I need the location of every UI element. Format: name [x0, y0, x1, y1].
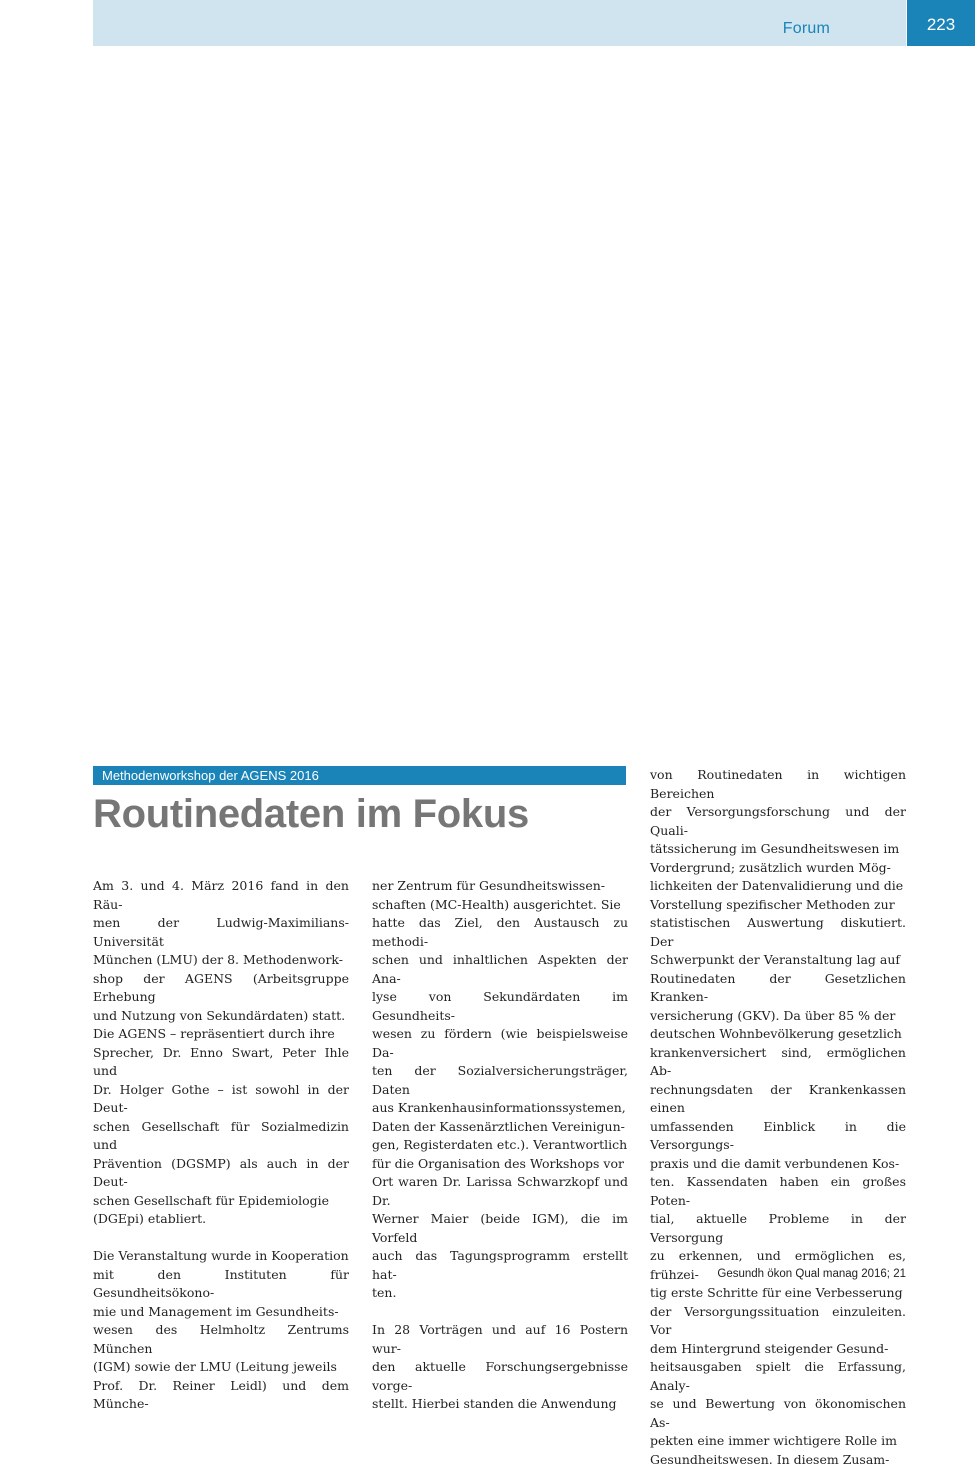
text-column-2 [372, 877, 628, 1414]
journal-citation: Gesundh ökon Qual manag 2016; 21 [717, 1268, 906, 1280]
text-column-3 [650, 766, 906, 1469]
paragraph: ner Zentrum für Gesundheitswissen- schaften (MC-Health) ausgerichtet. Sie hatte das Ziel, den Austausch zu methodi- schen und inhaltlichen Aspekten der Ana- lyse von Sekundärdaten im Gesundheits- wesen zu fördern (wie beispielsweise Da- ten der Sozialversicherungsträger, Daten aus Krankenhausinformationssystemen, Daten der Kassenärztlichen Vereinigun- gen, Registerdaten etc.). Verantwortlich für die Organisation des Workshops vor Ort waren Dr. Larissa Schwarzkopf und Dr. Werner Maier (beide IGM), die im Vorfeld auch das Tagungsprogramm erstellt hat- ten. [372, 878, 628, 1300]
running-header-bar [93, 0, 906, 46]
paragraph: In 28 Vorträgen und auf 16 Postern wur- den aktuelle Forschungsergebnisse vorge- stellt. Hierbei standen die Anwendung [372, 1322, 628, 1411]
paragraph: von Routinedaten in wichtigen Bereichen der Versorgungsforschung und der Quali- tätssicherung im Gesundheitswesen im Vordergrund; zusätzlich wurden Mög- lichkeiten der Datenvalidierung und die Vorstellung spezifischer Methoden zur statistischen Auswertung diskutiert. Der Schwerpunkt der Veranstaltung lag auf Routinedaten der Gesetzlichen Kranken- versicherung (GKV). Da über 85 % der deutschen Wohnbevölkerung gesetzlich krankenversichert sind, ermöglichen Ab- rechnungsdaten der Krankenkassen einen umfassenden Einblick in die Versorgungs- praxis und die damit verbundenen Kos- ten. Kassendaten haben ein großes Poten- tial, aktuelle Probleme in der Versorgung zu erkennen, und ermöglichen es, frühzei- tig erste Schritte für eine Verbesserung der Versorgungssituation einzuleiten. Vor dem Hintergrund steigender Gesund- heitsausgaben spielt die Erfassung, Analy- se und Bewertung von ökonomischen As- pekten eine immer wichtigere Rolle im Gesundheitswesen. In diesem Zusam- [650, 767, 906, 1467]
article-title: Routinedaten im Fokus [93, 792, 529, 836]
paragraph: Am 3. und 4. März 2016 fand in den Räu- men der Ludwig-Maximilians-Universität München (LMU) der 8. Methodenwork- shop der AGENS (Arbeitsgruppe Erhebung und Nutzung von Sekundärdaten) statt. Die AGENS – repräsentiert durch ihre Sprecher, Dr. Enno Swart, Peter Ihle und Dr. Holger Gothe – ist sowohl in der Deut- schen Gesellschaft für Sozialmedizin und Prävention (DGSMP) als auch in der Deut- schen Gesellschaft für Epidemiologie (DGEpi) etabliert. [93, 878, 349, 1226]
paragraph: Die Veranstaltung wurde in Kooperation mit den Instituten für Gesundheitsökono- mie und Management im Gesundheits- wesen des Helmholtz Zentrums München (IGM) sowie der LMU (Leitung jeweils Prof. Dr. Reiner Leidl) und dem Münche- [93, 1248, 349, 1411]
page-number: 223 [907, 0, 975, 46]
text-column-1 [93, 877, 349, 1414]
article-kicker: Methodenworkshop der AGENS 2016 [93, 766, 626, 785]
section-label: Forum [782, 20, 830, 37]
